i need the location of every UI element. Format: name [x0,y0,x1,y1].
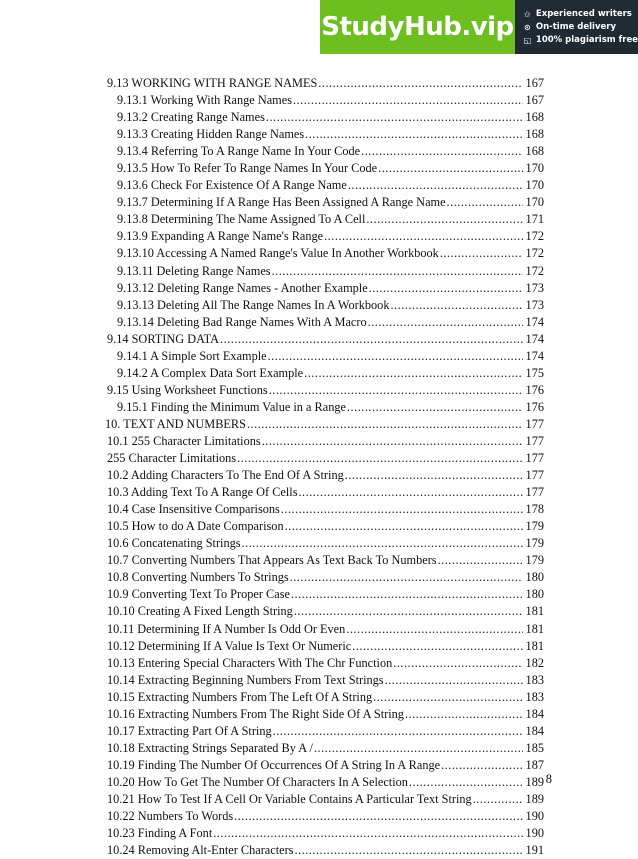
toc-entry[interactable] [107,586,544,603]
toc-entry[interactable] [117,211,544,228]
toc-entry-title: 9.13.2 Creating Range Names [117,110,265,125]
dot-leader [447,194,523,211]
toc-entry-page: 181 [525,621,544,636]
toc-entry-title: 9.13.10 Accessing A Named Range's Value In Another Workbook [117,246,439,261]
toc-entry-title: 9.13 WORKING WITH RANGE NAMES [107,76,318,90]
toc-entry[interactable] [117,160,544,177]
dot-leader [347,399,523,416]
dot-leader [473,791,523,808]
toc-entry-page: 168 [525,110,544,125]
dot-leader [346,621,523,638]
toc-entry[interactable] [107,672,544,689]
toc-entry-title: 9.14.1 A Simple Sort Example [117,348,267,363]
toc-entry-title: 9.13.6 Check For Existence Of A Range Name [117,178,347,193]
dot-leader [220,331,523,348]
toc-entry[interactable] [107,757,544,774]
feature-plagiarism-free [523,35,638,45]
dot-leader [318,75,523,92]
toc-entry-title: 10.11 Determining If A Number Is Odd Or Even [107,621,346,636]
toc-entry-title: 9.13.13 Deleting All The Range Names In A Workbook [117,297,390,312]
dot-leader [234,808,523,825]
toc-entry-page: 182 [525,655,544,670]
dot-leader [440,245,523,262]
toc-entry-title: 9.13.5 How To Refer To Range Names In Your Code [117,161,378,176]
brand-name: StudyHub.vip [321,12,514,42]
toc-entry-title: 9.13.11 Deleting Range Names [117,263,271,278]
page-number: 8 [545,772,552,786]
toc-entry-page: 177 [525,416,544,431]
toc-entry-page: 168 [525,127,544,142]
dot-leader [298,484,523,501]
dot-leader [294,842,523,859]
toc-entry[interactable] [107,467,544,484]
toc-entry-page: 177 [525,451,544,466]
toc-entry-title: 9.13.3 Creating Hidden Range Names [117,127,305,142]
toc-entry[interactable] [117,263,544,280]
dot-leader [373,689,523,706]
toc-entry-title: 10.10 Creating A Fixed Length String [107,604,293,619]
toc-entry-page: 184 [525,723,544,738]
toc-entry-page: 173 [525,297,544,312]
toc-entry[interactable] [117,228,544,245]
dot-leader [268,348,523,365]
toc-entry-title: 10.12 Determining If A Value Is Text Or Numeric [107,638,352,653]
toc-entry-page: 176 [525,382,544,397]
toc-entry-page: 170 [525,178,544,193]
toc-entry-title: 9.15 Using Worksheet Functions [107,382,268,397]
toc-entry-page: 183 [525,689,544,704]
toc-entry-page: 171 [525,212,544,227]
toc-entry-title: 10.22 Numbers To Words [107,809,234,824]
dot-leader [366,211,523,228]
toc-entry[interactable] [117,314,544,331]
toc-entry[interactable] [107,791,544,808]
toc-entry[interactable] [105,416,544,433]
toc-entry-title: 10. TEXT AND NUMBERS [105,416,246,431]
toc-entry[interactable] [107,723,544,740]
dot-leader [438,552,523,569]
toc-entry-title: 9.13.9 Expanding A Range Name's Range [117,229,324,244]
dot-leader [352,638,523,655]
dot-leader [314,740,523,757]
toc-entry-title: 10.23 Finding A Font [107,826,213,841]
dot-leader [269,382,523,399]
toc-entry-page: 172 [525,263,544,278]
toc-entry-title: 9.14.2 A Complex Data Sort Example [117,365,304,380]
toc-entry[interactable] [107,331,544,348]
toc-entry[interactable] [107,501,544,518]
toc-entry-page: 189 [525,774,544,789]
toc-entry-page: 174 [525,348,544,363]
toc-entry-title: 9.14 SORTING DATA [107,331,220,346]
dot-leader [281,501,523,518]
toc-entry-title: 255 Character Limitations [107,451,237,466]
toc-entry[interactable] [117,245,544,262]
toc-entry[interactable] [117,194,544,211]
toc-entry[interactable] [117,280,544,297]
dot-leader [390,297,523,314]
toc-entry-title: 10.21 How To Test If A Cell Or Variable Contains A Particular Text String [107,791,472,806]
dot-leader [291,586,523,603]
toc-entry-page: 179 [525,536,544,551]
toc-entry-title: 9.15.1 Finding the Minimum Value in a Range [117,399,346,414]
toc-entry-page: 187 [525,757,544,772]
toc-entry-page: 170 [525,195,544,210]
toc-entry[interactable] [117,399,544,416]
toc-entry[interactable] [107,774,544,791]
toc-entry-page: 181 [525,638,544,653]
toc-entry-page: 183 [525,672,544,687]
toc-entry-title: 10.16 Extracting Numbers From The Right Side Of A String [107,706,404,721]
toc-entry[interactable] [107,433,544,450]
toc-entry-page: 167 [525,76,544,90]
studyhub-banner[interactable] [320,0,638,54]
dot-leader [242,535,523,552]
dot-leader [324,228,523,245]
toc-entry[interactable] [117,143,544,160]
toc-entry-page: 174 [525,314,544,329]
dot-leader [262,433,523,450]
toc-entry-page: 189 [525,791,544,806]
dot-leader [348,177,523,194]
document-icon: ◱ [523,35,532,45]
toc-entry[interactable] [107,518,544,535]
toc-entry[interactable] [107,655,544,672]
toc-entry[interactable] [107,450,544,467]
toc-entry-title: 9.13.14 Deleting Bad Range Names With A Macro [117,314,367,329]
toc-entry-page: 172 [525,246,544,261]
toc-entry-title: 9.13.4 Referring To A Range Name In Your Code [117,144,361,159]
toc-entry[interactable] [107,75,544,92]
dot-leader [272,263,523,280]
feature-experienced-writers [523,9,638,19]
feature-label: 100% plagiarism free [535,35,638,45]
toc-entry-page: 173 [525,280,544,295]
toc-entry-page: 177 [525,485,544,500]
dot-leader [285,518,523,535]
dot-leader [369,280,523,297]
toc-entry[interactable] [117,126,544,143]
toc-entry[interactable] [107,842,544,859]
toc-entry-title: 10.9 Converting Text To Proper Case [107,587,290,602]
toc-entry-page: 177 [525,433,544,448]
dot-leader [290,569,523,586]
toc-entry[interactable] [107,825,544,842]
toc-entry-title: 10.14 Extracting Beginning Numbers From Text Strings [107,672,384,687]
toc-entry-page: 178 [525,502,544,517]
dot-leader [293,92,523,109]
dot-leader [294,603,523,620]
dot-leader [237,450,523,467]
toc-entry-title: 9.13.8 Determining The Name Assigned To A Cell [117,212,366,227]
toc-entry-page: 185 [525,740,544,755]
toc-entry[interactable] [107,808,544,825]
dot-leader [385,672,523,689]
toc-entry-title: 10.3 Adding Text To A Range Of Cells [107,485,298,500]
toc-entry[interactable] [107,552,544,569]
banner-features [515,0,638,54]
dot-leader [368,314,523,331]
toc-entry[interactable] [107,569,544,586]
toc-entry-page: 170 [525,161,544,176]
toc-entry-page: 179 [525,553,544,568]
dot-leader [213,825,523,842]
toc-entry-title: 10.17 Extracting Part Of A String [107,723,272,738]
dot-leader [409,774,523,791]
toc-entry-title: 10.4 Case Insensitive Comparisons [107,502,280,517]
toc-entry[interactable] [107,638,544,655]
toc-entry-title: 10.5 How to do A Date Comparison [107,519,284,534]
feature-label: Experienced writers [535,9,632,19]
toc-entry-page: 184 [525,706,544,721]
toc-entry[interactable] [117,92,544,109]
toc-entry-page: 176 [525,399,544,414]
toc-entry-title: 10.8 Converting Numbers To Strings [107,570,289,585]
star-icon: ✩ [524,9,531,19]
toc-entry-title: 10.20 How To Get The Number Of Characters In A Selection [107,774,408,789]
dot-leader [393,655,523,672]
toc-entry-page: 177 [525,468,544,483]
toc-entry-page: 174 [525,331,544,346]
toc-entry-page: 167 [525,93,544,108]
toc-entry[interactable] [107,603,544,620]
toc-entry-page: 175 [525,365,544,380]
toc-entry[interactable] [107,484,544,501]
toc-entry[interactable] [117,348,544,365]
dot-leader [304,365,523,382]
toc-entry-title: 10.19 Finding The Number Of Occurrences Of A String In A Range [107,757,441,772]
studyhub-logo[interactable] [320,0,515,54]
toc-entry[interactable] [117,109,544,126]
toc-entry-title: 10.7 Converting Numbers That Appears As Text Back To Numbers [107,553,437,568]
toc-entry[interactable] [117,365,544,382]
toc-entry-title: 10.6 Concatenating Strings [107,536,241,551]
toc-entry[interactable] [107,382,544,399]
toc-entry-page: 180 [525,570,544,585]
toc-entry-title: 10.13 Entering Special Characters With The Chr Function [107,655,393,670]
toc-entry-page: 191 [525,843,544,858]
clock-icon: ⊙ [524,22,531,32]
toc-entry-title: 10.1 255 Character Limitations [107,433,261,448]
dot-leader [273,723,523,740]
dot-leader [441,757,523,774]
dot-leader [247,416,523,433]
toc-entry-title: 9.13.7 Determining If A Range Has Been Assigned A Range Name [117,195,446,210]
dot-leader [305,126,523,143]
toc-entry-title: 9.13.1 Working With Range Names [117,93,292,108]
toc-entry-title: 10.24 Removing Alt-Enter Characters [107,843,294,858]
toc-entry-title: 9.13.12 Deleting Range Names - Another Example [117,280,368,295]
dot-leader [345,467,523,484]
toc-entry[interactable] [107,706,544,723]
toc-entry-page: 179 [525,519,544,534]
toc-entry[interactable] [117,177,544,194]
dot-leader [266,109,523,126]
toc-entry[interactable] [107,621,544,638]
toc-entry-page: 180 [525,587,544,602]
toc-entry[interactable] [107,535,544,552]
dot-leader [361,143,523,160]
toc-entry-title: 10.18 Extracting Strings Separated By A / [107,740,313,755]
toc-entry-page: 172 [525,229,544,244]
toc-entry-page: 190 [525,826,544,841]
dot-leader [405,706,523,723]
toc-entry-title: 10.15 Extracting Numbers From The Left Of A String [107,689,373,704]
table-of-contents [107,75,544,859]
toc-entry-page: 168 [525,144,544,159]
toc-entry-title: 10.2 Adding Characters To The End Of A String [107,468,344,483]
toc-entry-page: 181 [525,604,544,619]
dot-leader [378,160,523,177]
toc-entry[interactable] [117,297,544,314]
feature-on-time-delivery [523,22,638,32]
feature-label: On-time delivery [535,22,616,32]
toc-entry-page: 190 [525,809,544,824]
toc-entry[interactable] [107,689,544,706]
toc-entry[interactable] [107,740,544,757]
